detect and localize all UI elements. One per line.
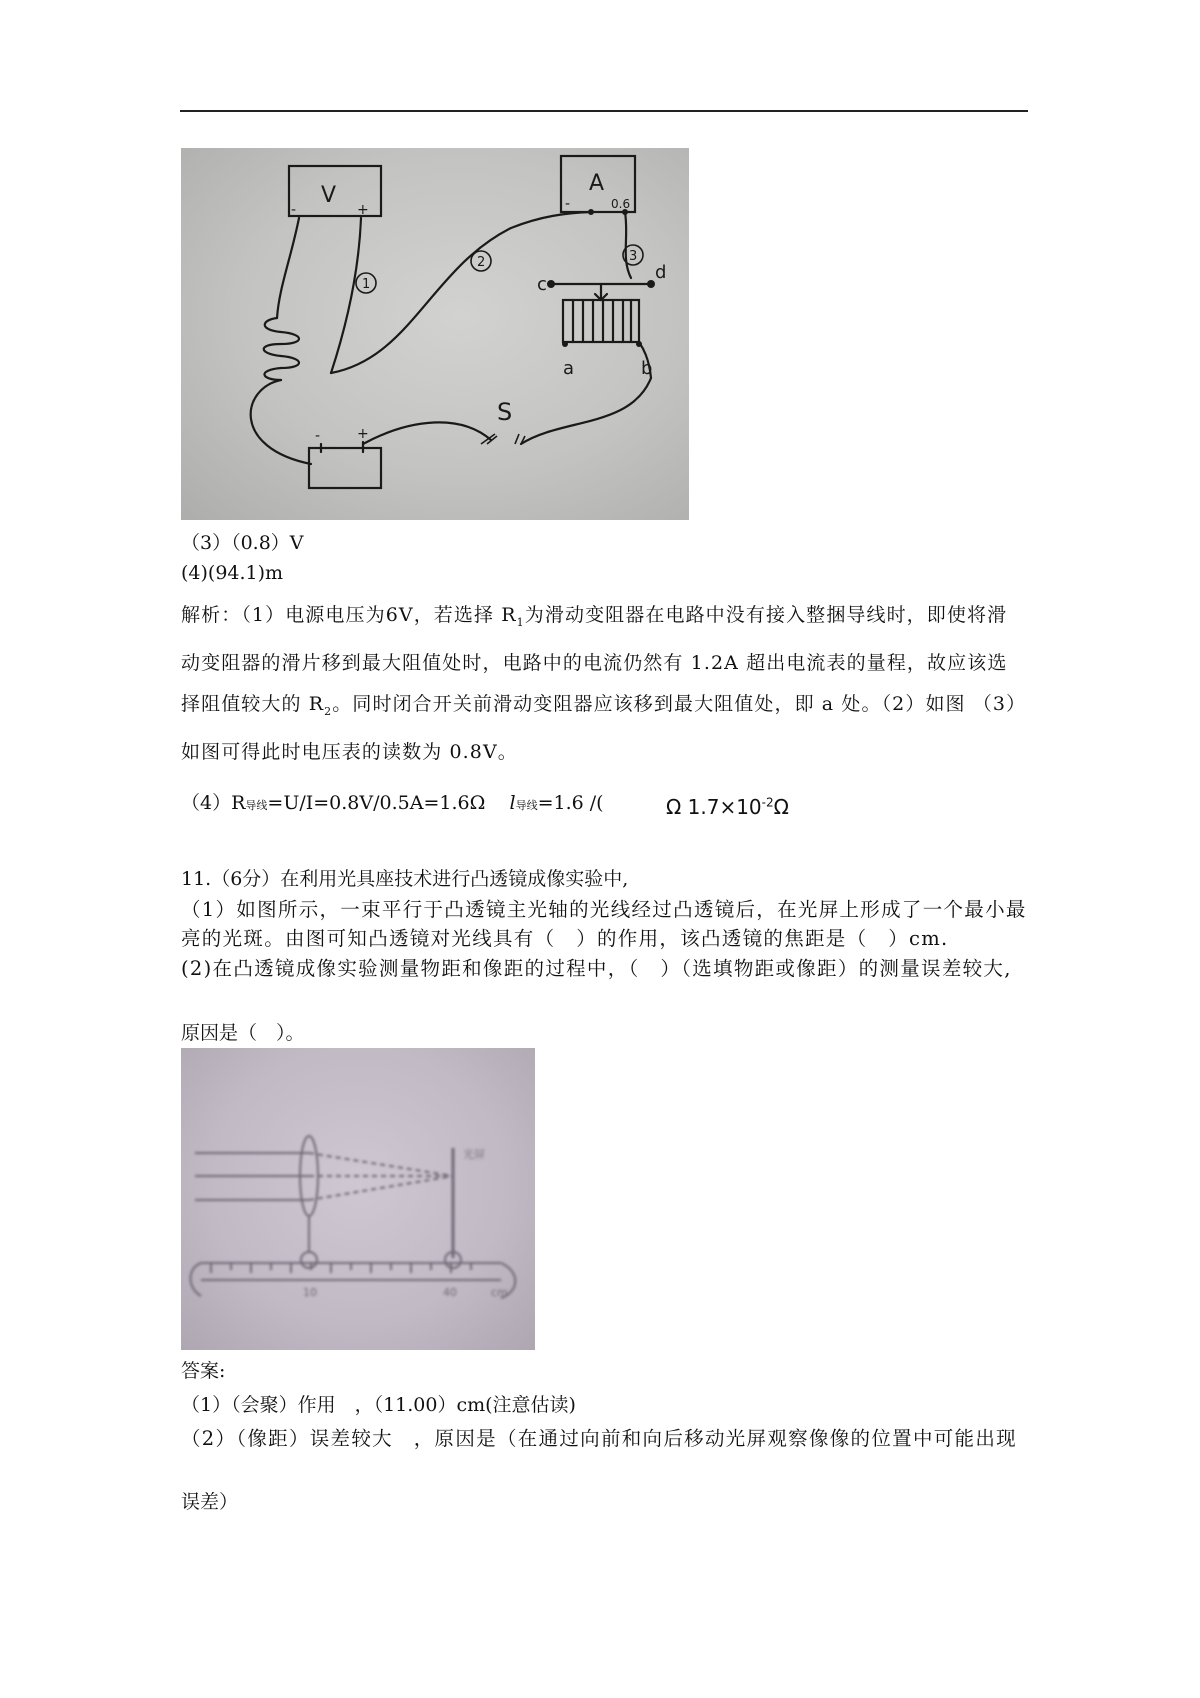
terminal-b-label: b: [641, 358, 653, 379]
formula-result: [666, 795, 789, 819]
volt-plus-label: +: [357, 202, 369, 218]
formula-result-main: Ω 1.7×10: [666, 795, 762, 819]
terminal-c-label: c: [537, 274, 547, 295]
scale-label-mid: 40: [443, 1286, 457, 1299]
formula-prefix: （4）R: [181, 792, 246, 814]
formula-mid: =U/I=0.8V/0.5A=1.6Ω: [267, 792, 486, 814]
question-11-part-1: （1）如图所示，一束平行于凸透镜主光轴的光线经过凸透镜后，在光屏上形成了一个最小最亮的光斑。由图可知凸透镜对光线具有（ ）的作用，该凸透镜的焦距是（ ）cm.: [181, 898, 1027, 950]
amm-minus-label: -: [565, 196, 571, 212]
formula-l: l: [509, 792, 516, 814]
answer-3: （3）（0.8）V: [181, 532, 304, 554]
amm-terminal-label: 0.6: [611, 197, 631, 211]
volt-minus-label: -: [291, 202, 297, 218]
formula-tail: =1.6 /(: [537, 792, 604, 814]
formula-result-exp: -2: [761, 795, 774, 810]
screen-label: 光屏: [463, 1148, 485, 1161]
analysis-sub-2: 2: [324, 704, 333, 718]
answer-11-2: （2）（像距）误差较大 ，原因是（在通过向前和向后移动光屏观察像像的位置中可能出现: [181, 1427, 1017, 1450]
formula-sub-b: 导线: [515, 799, 538, 812]
formula-result-unit: Ω: [773, 795, 789, 819]
scale-label-left: 10: [303, 1286, 317, 1299]
terminal-a-label: a: [563, 358, 575, 379]
answer-11-1: （1）（会聚）作用 ，（11.00）cm(注意估读): [181, 1394, 576, 1416]
wire-1-label: 1: [362, 277, 371, 292]
analysis-text-2: 为滑动变阻器在电路中没有接入整捆导线时，即使将滑动变阻器的滑片移到最大阻值处时，电路中的电流仍然有 1.2A 超出电流表的量程，故应该选择阻值较大的 R: [181, 604, 1008, 715]
answers-label: 答案:: [181, 1360, 226, 1382]
formula-sub-a: 导线: [245, 799, 268, 812]
header-rule: [180, 110, 1028, 112]
battery-minus-label: -: [315, 428, 321, 444]
switch-label: S: [497, 398, 513, 426]
analysis-paragraph: [181, 595, 1021, 773]
battery-plus-label: +: [357, 426, 369, 442]
answer-4: (4)(94.1)m: [181, 562, 284, 584]
scale-label-unit: cm: [491, 1286, 508, 1299]
question-11-part-2: (2)在凸透镜成像实验测量物距和像距的过程中，（ ）（选填物距或像距）的测量误差较大,: [181, 957, 1012, 980]
formula-line: [181, 790, 604, 819]
terminal-d-label: d: [655, 262, 667, 283]
analysis-label: 解析：: [181, 604, 242, 626]
circuit-diagram-photo: [181, 148, 689, 520]
ammeter-label: A: [589, 171, 605, 196]
question-11-title: 11.（6分）在利用光具座技术进行凸透镜成像实验中,: [181, 868, 629, 890]
lens-experiment-photo: [181, 1048, 535, 1350]
analysis-text-3: 。同时闭合开关前滑动变阻器应该移到最大阻值处，即 a 处。（2）如图 （3）如图可得此时电压表的读数为 0.8V。: [181, 692, 1017, 763]
question-11-part-3: 原因是（ ）。: [181, 1022, 305, 1044]
wire-2-label: 2: [477, 255, 486, 270]
analysis-sub-1: 1: [516, 615, 525, 629]
voltmeter-label: V: [321, 183, 337, 208]
wire-3-label: 3: [629, 249, 638, 264]
answer-11-2-cont: 误差）: [181, 1491, 239, 1513]
analysis-text-1: （1）电源电压为6V，若选择 R: [241, 604, 517, 626]
